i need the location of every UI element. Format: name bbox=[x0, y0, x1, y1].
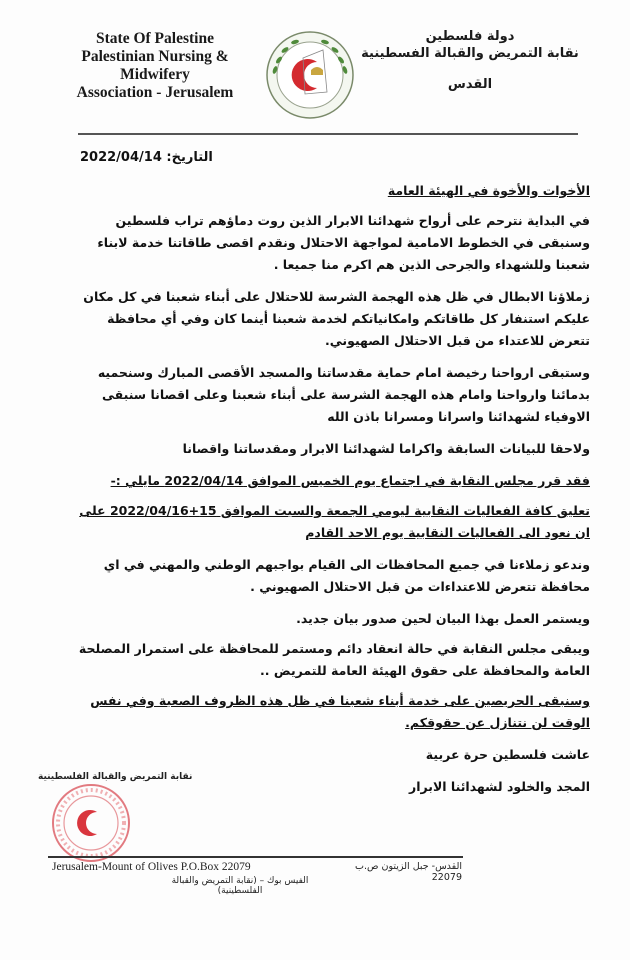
paragraph: وندعو زملاءنا في جميع المحافظات الى القيام بواجبهم الوطني والمهني في اي محافظة تتعرض للاعتداءات من قبل الاحتلال الصهيوني . bbox=[103, 557, 590, 594]
header-arabic-block bbox=[355, 28, 585, 93]
date-value: 2022/04/14 bbox=[80, 150, 162, 165]
salutation: الأخوات والأخوة في الهيئة العامة bbox=[387, 183, 590, 198]
footer-address-ar: القدس- جبل الزيتون ص.ب 22079 bbox=[355, 861, 462, 883]
header-en-line: Palestinian Nursing & bbox=[81, 48, 229, 65]
header-en-line: Midwifery bbox=[120, 66, 190, 83]
header-divider bbox=[78, 133, 578, 135]
closing-line: عاشت فلسطين حرة عربية bbox=[425, 747, 590, 762]
decision-heading: فقد قرر مجلس النقابة في اجتماع يوم الخميس الموافق 2022/04/14 مايلي :- bbox=[110, 473, 590, 488]
paragraph: ويبقى مجلس النقابة في حالة انعقاد دائم ومستمر للمحافظة على استمرار المصلحة العامة والمحافظة على حقوق الهيئة العامة للتمريض .. bbox=[78, 641, 590, 678]
footer-facebook-ar: الفيس بوك – (نقابة التمريض والقبالة الفلسطينية) bbox=[171, 876, 309, 896]
header-ar-city: القدس bbox=[447, 77, 493, 92]
header-en-line: State Of Palestine bbox=[96, 30, 214, 47]
paragraph: زملاؤنا الابطال في ظل هذه الهجمة الشرسة للاحتلال على أبناء شعبنا في كل مكان عليكم استنفار كل طاقاتكم وامكانياتكم لخدمة شعبنا أينما كان وفي أي محافظة تتعرض للاعتداء من قبل الاحتلال الصهيوني. bbox=[83, 289, 590, 348]
date-label: التاريخ: bbox=[166, 150, 213, 165]
header-english-block bbox=[70, 30, 240, 102]
footer-divider bbox=[48, 856, 463, 858]
closing-line: المجد والخلود لشهدائنا الابرار bbox=[409, 779, 590, 794]
paragraph: ولاحقا للبيانات السابقة واكراما لشهدائنا الابرار ومقدساتنا واقصانا bbox=[182, 441, 590, 456]
red-crescent-stamp-icon bbox=[50, 782, 132, 864]
header-ar-association: نقابة التمريض والقبالة الفسطينية bbox=[361, 46, 579, 61]
decision-item: تعليق كافة الفعاليات النقابية ليومي الجمعة والسبت الموافق 15+2022/04/16 على ان نعود الى الفعاليات النقابية يوم الاحد القادم bbox=[79, 503, 590, 540]
paragraph: ويستمر العمل بهذا البيان لحين صدور بيان جديد. bbox=[296, 611, 590, 626]
paragraph: وستبقى ارواحنا رخيصة امام حماية مقدساتنا والمسجد الأقصى المبارك وسنحميه بدمائنا وارواحنا وامام هذه الهجمة الشرسة على أبناء شعبنا وعلى اقصانا سنبقى الاوفياء لشهدائنا واسرانا ومسرانا باذن الله bbox=[97, 365, 590, 424]
footer-address-en: Jerusalem-Mount of Olives P.O.Box 22079 bbox=[52, 861, 251, 873]
stamp-title: نقابة التمريض والقبالة الفلسطينية bbox=[38, 772, 193, 782]
paragraph-underlined: وسنبقى الحريصين على خدمة أبناء شعبنا في ظل هذه الظروف الصعبة وفي نفس الوقت لن نتنازل عن حقوقكم. bbox=[90, 693, 590, 730]
paragraph: في البداية نترحم على أرواح شهدائنا الابرار الذين روت دماؤهم تراب فلسطين وسنبقى في الخطوط الامامية لمواجهة الاحتلال ونقدم اقصى طاقاتنا خدمة لابناء شعبنا وللشهداء والجرحى الذين هم اكرم منا جميعا . bbox=[97, 213, 590, 272]
association-emblem-icon bbox=[265, 30, 355, 120]
header-ar-state: دولة فلسطين bbox=[425, 29, 515, 44]
letter-body bbox=[70, 150, 590, 798]
header-en-line: Association - Jerusalem bbox=[76, 84, 234, 101]
